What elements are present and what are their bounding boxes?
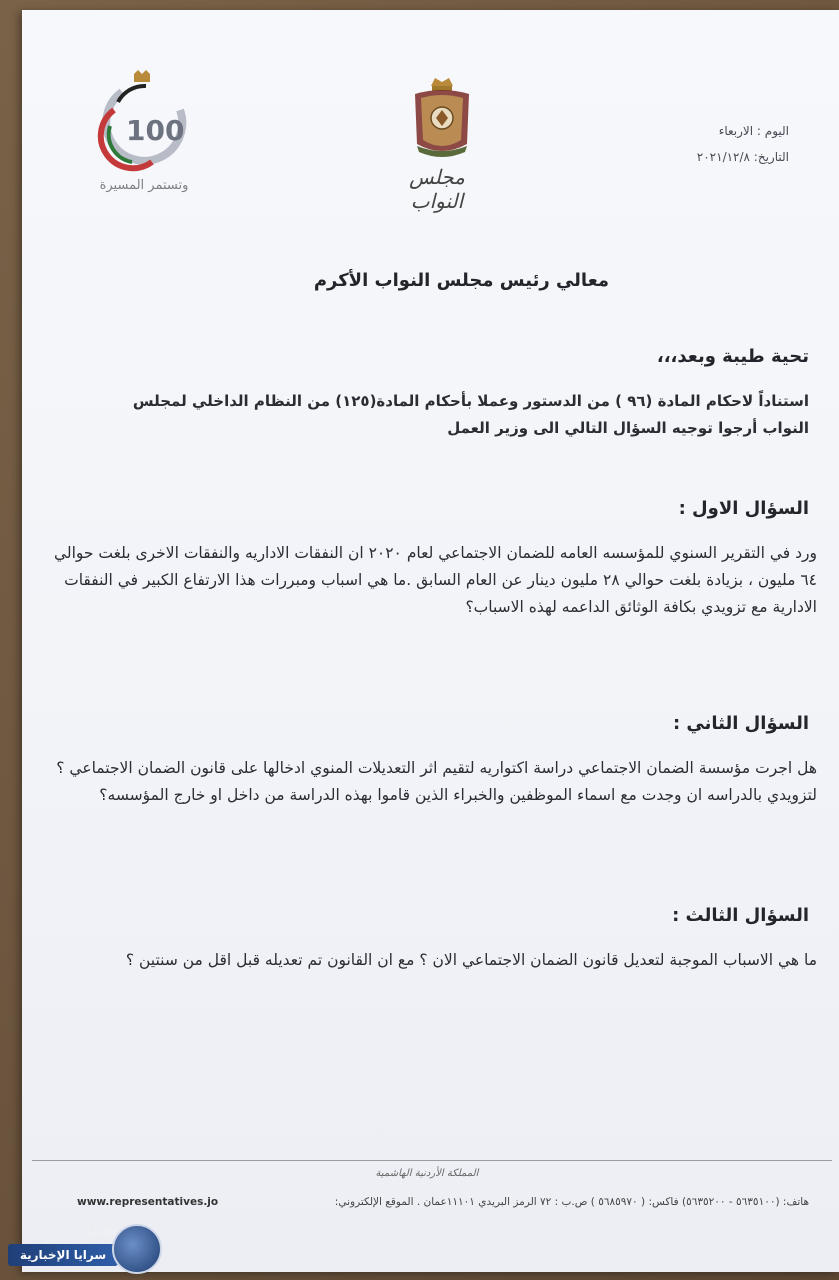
- centenary-logo-icon: [92, 70, 192, 180]
- centenary-number: 100: [126, 114, 185, 147]
- watermark-name: سرايا الإخبارية: [8, 1244, 118, 1266]
- footer-contact: هاتف: (٥٦٣٥١٠٠ - ٥٦٣٥٢٠٠) فاكس: ( ٥٦٨٥٩٧٠ ) ص.ب : ٧٢ الرمز البريدي ١١١٠١عمان . الموقع الإلكتروني:: [334, 1196, 809, 1208]
- footer-emblem-text: المملكة الأردنية الهاشمية: [375, 1168, 479, 1179]
- footer-website: www.representatives.jo: [77, 1196, 219, 1208]
- question-3-title: السؤال الثالث :: [672, 905, 809, 926]
- question-1-body: ورد في التقرير السنوي للمؤسسه العامه للضمان الاجتماعي لعام ٢٠٢٠ ان النفقات الاداريه والنفقات الاخرى بلغت حوالي ٦٤ مليون ، بزيادة بلغت حوالي ٢٨ مليون دينار عن العام السابق .ما هي اسباب ومبررات هذا الارتفاع الكبير في النفقات الادارية مع تزويدي بكافة الوثائق الداعمه لهذه الاسباب؟: [53, 544, 817, 616]
- date-label: التاريخ: ٢٠٢١/١٢/٨: [696, 150, 789, 164]
- greeting: تحية طيبة وبعد،،،: [656, 346, 809, 367]
- question-2-body: هل اجرت مؤسسة الضمان الاجتماعي دراسة اكتواريه لتقيم اثر التعديلات المنوي ادخالها على قانون الضمان الاجتماعي ؟ لتزويدي بالدراسه ان وجدت مع اسماء الموظفين والخبراء الذين قاموا بهذه الدراسة من داخل او خارج المؤسسه؟: [56, 759, 817, 804]
- news-watermark: [8, 1222, 158, 1274]
- date-block: [589, 118, 789, 170]
- question-1-title: السؤال الاول :: [678, 498, 809, 519]
- addressee: معالي رئيس مجلس النواب الأكرم: [313, 270, 609, 291]
- centenary-caption: وتستمر المسيرة: [99, 178, 189, 193]
- question-3-body: ما هي الاسباب الموجبة لتعديل قانون الضمان الاجتماعي الان ؟ مع ان القانون تم تعديله قبل اقل من سنتين ؟: [125, 951, 817, 969]
- intro-paragraph: استناداً لاحكام المادة (٩٦ ) من الدستور وعملا بأحكام المادة(١٢٥) من النظام الداخلي لمجلس النواب أرجوا توجيه السؤال التالي الى وزير العمل: [132, 392, 809, 437]
- question-2-title: السؤال الثاني :: [672, 713, 809, 734]
- council-name: مجلس النواب: [409, 165, 465, 213]
- watermark-logo-icon: [112, 1224, 162, 1274]
- footer-divider: [32, 1160, 832, 1161]
- royal-crest-icon: [407, 72, 477, 162]
- day-label: اليوم : الاربعاء: [718, 124, 789, 138]
- watermark-top-text: وكالة أنباء: [83, 1228, 117, 1237]
- letter-page: [22, 10, 839, 1272]
